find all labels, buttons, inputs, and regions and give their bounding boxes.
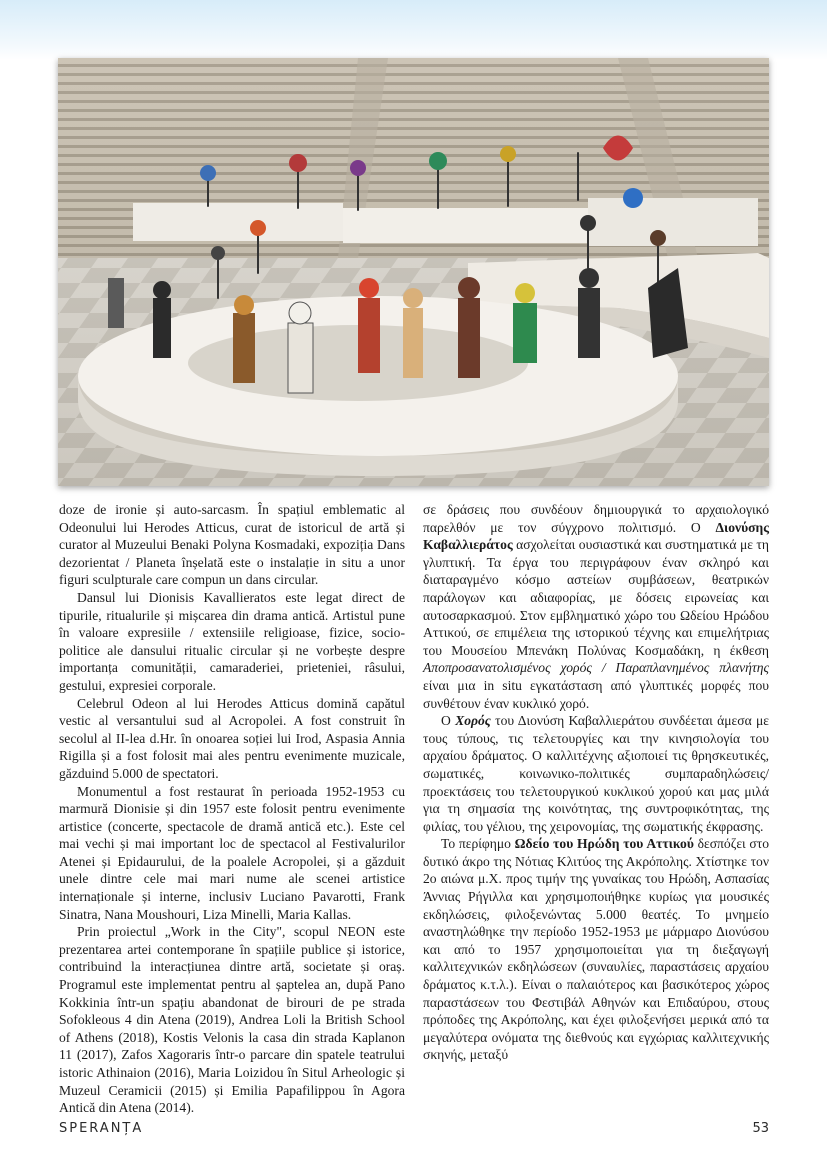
left-paragraph-5: Prin proiectul „Work in the City", scopul NEON este prezentarea artei contemporane în spațiile publice și istorice, contribuind la interacțiunea dintre artă, societate și oraș. Programul este implementat pentru al șaptelea an, după Pano Kokkinia într-un spațiu abandonat de birouri de pe strada Sofokleous 4 din Atena (2019), Andrea Loli la British School of Athens (2018), Kostis Velonis la casa din strada Kaplanon 11 (2017), Zafos Xagoraris într-o parcare din spatele teatrului istoric Athinaion (2016), Maria Loizidou în Situl Arheologic și Muzeul Ceramicii (2015) și Emilia Papafilippou în Agora Antică din Atena (2014). (59, 924, 405, 1116)
left-paragraph-2: Dansul lui Dionisis Kavallieratos este legat direct de tipurile, ritualurile și mișcarea din drama antică. Artistul pune în valoare expresiile / extensiile religioase, fizice, socio-politice ale dansului ritualic circular și ne vorbește despre importanța comunității, camaraderiei, prieteniei, râsului, gestului, expresiei corporale. (59, 589, 405, 693)
right-paragraph-2: Ο Χορός του Διονύση Καβαλλιεράτου συνδέεται άμεσα με τους τύπους, τις τελετουργίες και την κινησιολογία του αρχαίου δράματος. Ο καλλιτέχνης αξιοποιεί τις θρησκευτικές, σωματικές, κοινωνικο-πολιτικές συμπαραδηλώσεις/προεκτάσεις του τελετουργικού κυκλικού χορού και μας μιλά για τη σημασία της κοινότητας, της συντροφικότητας, της φιλίας, του γέλιου, της χειρονομίας, της σωματικής έκφρασης. (423, 713, 769, 834)
page-number: 53 (752, 1121, 769, 1136)
magazine-name: SPERANȚA (59, 1121, 144, 1136)
exhibition-photo (58, 58, 769, 486)
right-text-column (423, 501, 769, 1064)
artist-name-bold: Διονύσης Καβαλλιεράτος (423, 519, 769, 553)
left-paragraph-4: Monumentul a fost restaurat în perioada 1952-1953 cu marmură Dionisie și din 1957 este folosit pentru evenimente artistice (concerte, spectacole de dramă antică etc.). Este cel mai vechi și mai important loc de spectacol al Festivalurilor Atenei și Epidaurului, de la poalele Acropolei, și a găzduit unele dintre cele mai mari nume ale scenei artistice internaționale și interne, inclusiv Luciano Pavarotti, Frank Sinatra, Nana Moushouri, Liza Minelli, Maria Kallas. (59, 783, 405, 922)
left-paragraph-1: doze de ironie și auto-sarcasm. În spațiul emblematic al Odeonului lui Herodes Atticus, curat de istoricul de artă și curator al Muzeului Benaki Polyna Kosmadaki, expoziția Dans dezorientat / Planeta înșelată este o instalație in situ a unor figuri sculpturale care compun un dans circular. (59, 502, 405, 588)
right-paragraph-1: σε δράσεις που συνδέουν δημιουργικά το αρχαιολογικό παρελθόν με τον σύγχρονο πολιτισμό. Ο Διονύσης Καβαλλιεράτος ασχολείται ουσιαστικά και συστηματικά με τη γλυπτική. Τα έργα του περιγράφουν έναν σκληρό και διαταραγμένο κόσμο αστείων συμβάσεων, θεατρικών παράλογων και αδιαφορίας, με δόσεις ειρωνείας και αυτοσαρκασμού. Στον εμβληματικό χώρο του Ωδείου Ηρώδου Αττικού, σε επιμέλεια της ιστορικού τέχνης και επιμελήτριας του Μουσείου Μπενάκη Πολύνας Κοσμαδάκη, η έκθεση Αποπροσανατολισμένος χορός / Παραπλανημένος πλανήτης είναι μια in situ εγκατάσταση από γλυπτικές μορφές που συνθέτουν έναν κυκλικό χορό. (423, 502, 769, 711)
left-text-column (59, 501, 405, 1117)
odeon-name-bold: Ωδείο του Ηρώδη του Αττικού (514, 836, 694, 852)
choros-title: Χορός (455, 713, 491, 729)
left-paragraph-3: Celebrul Odeon al lui Herodes Atticus domină capătul vestic al versantului sud al Acropolei. A fost construit în secolul al II-lea d.Hr. în onoarea soției lui Irod, Aspasia Annia Rigilla și a fost folosit mai ales pentru evenimente muzicale, găzduind 5.000 de spectatori. (59, 695, 405, 781)
right-paragraph-3: Το περίφημο Ωδείο του Ηρώδη του Αττικού δεσπόζει στο δυτικό άκρο της Νότιας Κλιτύος της Ακρόπολης. Χτίστηκε τον 2ο αιώνα μ.Χ. προς τιμήν της γυναίκας του Ηρώδη, Ασπασίας Άννιας Ρήγιλλα και χρησιμοποιήθηκε κυρίως για μουσικές εκδηλώσεις, φιλοξενώντας 5.000 θεατές. Το μνημείο αναστηλώθηκε την περίοδο 1952-1953 με μάρμαρο Διονύσου και από το 1957 χρησιμοποιείται για τη διεξαγωγή καλλιτεχνικών εκδηλώσεων (συναυλίες, παραστάσεις αρχαίου δράματος κ.τ.λ.). Είναι ο παλαιότερος και βασικότερος χώρος παραστάσεων του Φεστιβάλ Αθηνών και Επιδαύρου, στους πρόποδες της Ακρόπολης, και έχει φιλοξενήσει μερικά από τα μεγαλύτερα ονόματα της διεθνούς και εγχώριας καλλιτεχνικής σκηνής, μεταξύ (423, 836, 769, 1063)
exhibition-title-italic: Αποπροσανατολισμένος χορός / Παραπλανημένος πλανήτης (423, 660, 769, 676)
